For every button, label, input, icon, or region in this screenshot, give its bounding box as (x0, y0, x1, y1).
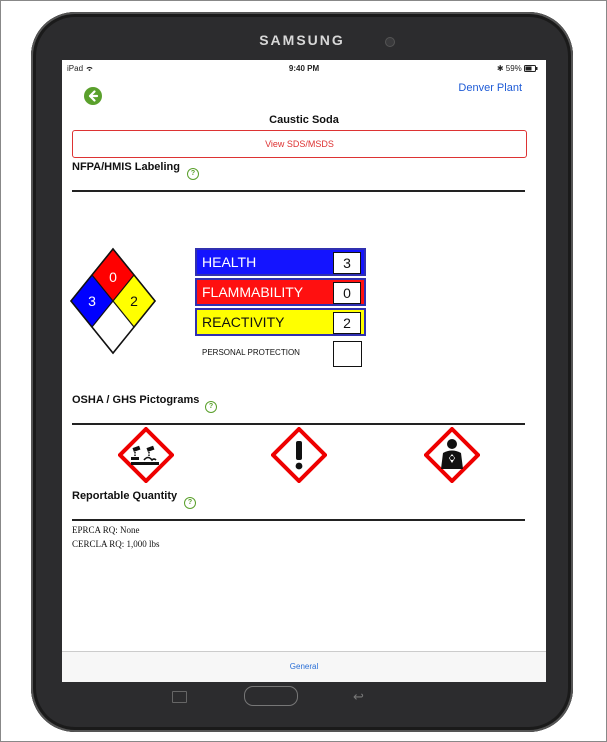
home-hw-button[interactable] (244, 686, 298, 706)
hmis-label (195, 248, 366, 338)
hmis-row-health (195, 248, 366, 276)
hmis-label-text: REACTIVITY (202, 314, 285, 330)
section-title-reportable-quantity: Reportable Quantity (72, 490, 178, 502)
battery-percent: 59% (505, 64, 522, 73)
hmis-value: 0 (333, 282, 361, 304)
battery-status (497, 64, 538, 73)
nfpa-diamond (68, 246, 158, 356)
back-arrow-icon[interactable] (84, 87, 102, 105)
section-divider (72, 190, 525, 192)
help-icon[interactable]: ? (184, 497, 196, 509)
nfpa-health-value: 3 (88, 293, 96, 309)
hmis-row-reactivity (195, 308, 366, 336)
status-bar (62, 60, 546, 76)
help-icon[interactable]: ? (187, 168, 199, 180)
section-title-pictograms: OSHA / GHS Pictograms (72, 394, 200, 406)
recent-apps-hw-button[interactable] (172, 691, 187, 703)
app-screen (62, 60, 546, 682)
tab-bar (62, 651, 546, 682)
hmis-label-text: FLAMMABILITY (202, 284, 304, 300)
battery-icon (524, 65, 538, 72)
section-title-nfpa: NFPA/HMIS Labeling (72, 161, 180, 173)
hmis-value: 3 (333, 252, 361, 274)
view-sds-button[interactable]: View SDS/MSDS (72, 130, 527, 158)
cercla-rq-text: CERCLA RQ: 1,000 lbs (72, 539, 160, 549)
exclamation-mark-icon (271, 427, 327, 483)
personal-protection-box (333, 341, 362, 367)
nfpa-reactivity-value: 2 (130, 293, 138, 309)
personal-protection-label: PERSONAL PROTECTION (202, 348, 300, 357)
help-icon[interactable]: ? (205, 401, 217, 413)
eprca-rq-text: EPRCA RQ: None (72, 525, 140, 535)
hmis-value: 2 (333, 312, 361, 334)
bluetooth-icon: ✱ (496, 64, 504, 73)
health-hazard-icon (424, 427, 480, 483)
status-time: 9:40 PM (288, 64, 320, 73)
device-brand: SAMSUNG (259, 32, 345, 48)
hmis-label-text: HEALTH (202, 254, 257, 270)
tab-general[interactable]: General (289, 662, 319, 671)
front-camera (385, 37, 395, 47)
page-title: Caustic Soda (269, 114, 339, 126)
corrosion-icon (118, 427, 174, 483)
section-divider (72, 423, 525, 425)
back-hw-icon[interactable]: ↩ (353, 689, 364, 704)
nfpa-flammability-value: 0 (109, 269, 117, 285)
section-divider (72, 519, 525, 521)
hmis-row-flammability (195, 278, 366, 306)
plant-link[interactable]: Denver Plant (458, 82, 522, 94)
carrier-text: iPad (67, 64, 84, 73)
